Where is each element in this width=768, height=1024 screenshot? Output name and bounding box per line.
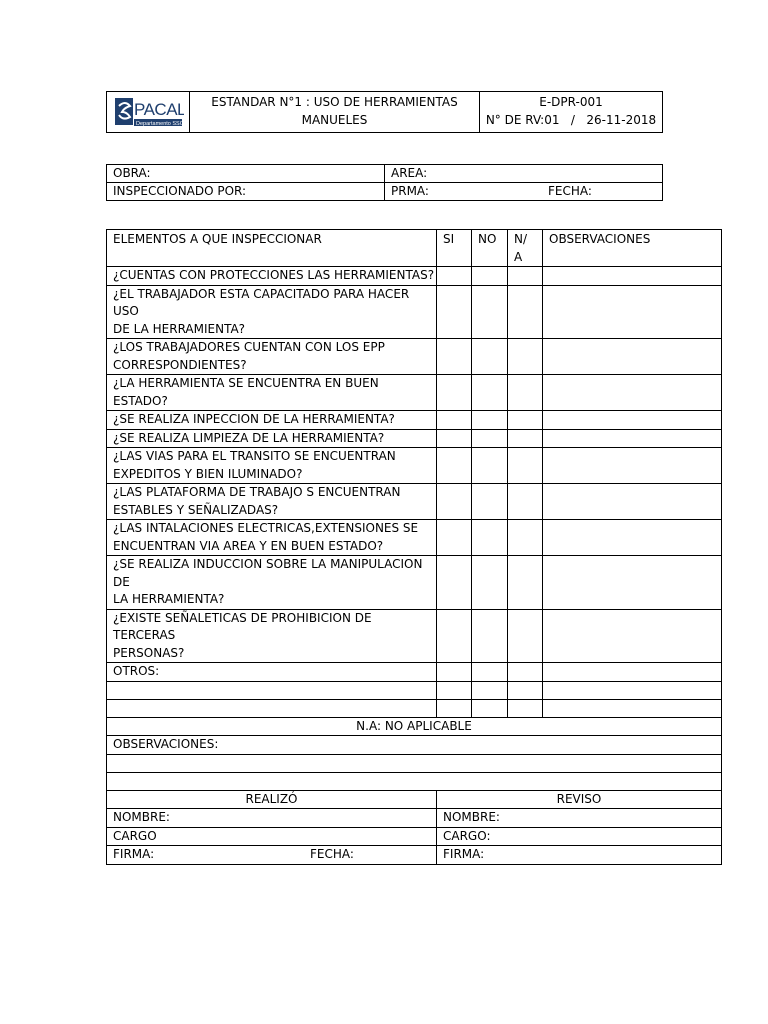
no-cell[interactable] bbox=[472, 429, 508, 448]
na-cell[interactable] bbox=[508, 520, 543, 556]
observaciones-cell[interactable] bbox=[543, 429, 722, 448]
observaciones-cell[interactable] bbox=[543, 609, 722, 663]
checklist-row bbox=[107, 375, 722, 411]
observaciones-cell[interactable] bbox=[543, 520, 722, 556]
signoff-row bbox=[107, 827, 722, 846]
checklist-item-line-1: ¿LAS VIAS PARA EL TRANSITO SE ENCUENTRAN bbox=[113, 449, 396, 463]
observaciones-cell[interactable] bbox=[543, 267, 722, 286]
na-cell[interactable] bbox=[508, 429, 543, 448]
title-line-1: ESTANDAR N°1 : USO DE HERRAMIENTAS bbox=[211, 95, 458, 109]
na-note-row bbox=[107, 717, 722, 736]
observaciones-label-row bbox=[107, 736, 722, 755]
logo-cell bbox=[107, 92, 190, 133]
checklist-row bbox=[107, 411, 722, 430]
prma-label: PRMA: bbox=[391, 184, 429, 198]
checklist-row bbox=[107, 285, 722, 339]
si-cell[interactable] bbox=[437, 285, 472, 339]
checklist-row bbox=[107, 448, 722, 484]
reviso-heading-label: REVISO bbox=[556, 791, 602, 806]
header-si: SI bbox=[437, 230, 472, 267]
observaciones-line-1-row bbox=[107, 754, 722, 772]
signoff-row bbox=[107, 809, 722, 828]
realizo-firma-field[interactable] bbox=[107, 846, 437, 865]
realizo-heading-label: REALIZÓ bbox=[245, 791, 298, 806]
si-cell[interactable] bbox=[437, 699, 472, 717]
no-cell[interactable] bbox=[472, 681, 508, 699]
no-cell[interactable] bbox=[472, 484, 508, 520]
company-logo bbox=[112, 92, 184, 132]
header-na-line-1: N/ bbox=[514, 232, 528, 246]
checklist-item-line-2: LA HERRAMIENTA? bbox=[113, 592, 225, 606]
checklist-item-line-1: ¿CUENTAS CON PROTECCIONES LAS HERRAMIENTAS? bbox=[113, 268, 435, 282]
header-observaciones: OBSERVACIONES bbox=[543, 230, 722, 267]
no-cell[interactable] bbox=[472, 285, 508, 339]
checklist-row bbox=[107, 609, 722, 663]
header-no: NO bbox=[472, 230, 508, 267]
checklist-item bbox=[107, 285, 437, 339]
area-field[interactable]: AREA: bbox=[385, 165, 663, 183]
fecha-label: FECHA: bbox=[548, 184, 592, 198]
no-cell[interactable] bbox=[472, 375, 508, 411]
reviso-firma-field[interactable] bbox=[437, 846, 722, 865]
na-cell[interactable] bbox=[508, 375, 543, 411]
checklist-item-line-1: ¿LOS TRABAJADORES CUENTAN CON LOS EPP bbox=[113, 340, 385, 354]
observaciones-line-2-row bbox=[107, 772, 722, 790]
no-cell[interactable] bbox=[472, 411, 508, 430]
checklist-item bbox=[107, 699, 437, 717]
na-cell[interactable] bbox=[508, 411, 543, 430]
checklist-row bbox=[107, 520, 722, 556]
observaciones-line-1[interactable] bbox=[107, 754, 722, 772]
checklist-row bbox=[107, 484, 722, 520]
checklist-item-line-1: ¿SE REALIZA LIMPIEZA DE LA HERRAMIENTA? bbox=[113, 430, 385, 445]
checklist-row bbox=[107, 681, 722, 699]
si-cell[interactable] bbox=[437, 484, 472, 520]
checklist-item-line-1: ¿SE REALIZA INPECCION DE LA HERRAMIENTA? bbox=[113, 412, 395, 426]
na-cell[interactable] bbox=[508, 484, 543, 520]
observaciones-cell[interactable] bbox=[543, 448, 722, 484]
checklist-item bbox=[107, 448, 437, 484]
obra-field[interactable]: OBRA: bbox=[107, 165, 385, 183]
realizo-nombre-field-label: NOMBRE: bbox=[113, 810, 170, 824]
inspection-info bbox=[106, 164, 663, 201]
reviso-heading bbox=[437, 790, 722, 809]
checklist-item bbox=[107, 609, 437, 663]
checklist-item-line-1: ¿LAS INTALACIONES ELECTRICAS,EXTENSIONES SE bbox=[113, 521, 419, 535]
inspection-checklist bbox=[106, 229, 722, 865]
checklist-header-row bbox=[107, 230, 722, 267]
si-cell[interactable] bbox=[437, 448, 472, 484]
reviso-nombre-field-label: NOMBRE: bbox=[443, 810, 500, 824]
si-cell[interactable] bbox=[437, 267, 472, 286]
logo-wordmark: PACAL bbox=[134, 100, 184, 119]
header-na bbox=[508, 230, 543, 267]
no-cell[interactable] bbox=[472, 520, 508, 556]
na-note: N.A: NO APLICABLE bbox=[107, 717, 722, 736]
checklist-row bbox=[107, 429, 722, 448]
checklist-item bbox=[107, 375, 437, 411]
document-code: E-DPR-001 bbox=[539, 95, 603, 109]
document-title bbox=[190, 92, 480, 133]
si-cell[interactable] bbox=[437, 681, 472, 699]
checklist-item bbox=[107, 339, 437, 375]
observaciones-cell[interactable] bbox=[543, 699, 722, 717]
checklist-row bbox=[107, 699, 722, 717]
na-cell[interactable] bbox=[508, 556, 543, 610]
checklist-item-line-1: ¿LA HERRAMIENTA SE ENCUENTRA EN BUEN ESTADO? bbox=[113, 376, 379, 408]
no-cell[interactable] bbox=[472, 556, 508, 610]
observaciones-cell[interactable] bbox=[543, 411, 722, 430]
observaciones-line-2[interactable] bbox=[107, 772, 722, 790]
observaciones-cell[interactable] bbox=[543, 339, 722, 375]
na-cell[interactable] bbox=[508, 448, 543, 484]
si-cell[interactable] bbox=[437, 429, 472, 448]
checklist-item bbox=[107, 681, 437, 699]
checklist-row bbox=[107, 267, 722, 286]
signoff-row bbox=[107, 846, 722, 865]
checklist-item-line-1: ¿LAS PLATAFORMA DE TRABAJO S ENCUENTRAN bbox=[113, 485, 401, 499]
checklist-item bbox=[107, 411, 437, 430]
observaciones-cell[interactable] bbox=[543, 663, 722, 682]
checklist-item-line-2: CORRESPONDIENTES? bbox=[113, 357, 247, 372]
reviso-firma-field-label: FIRMA: bbox=[443, 847, 485, 861]
na-cell[interactable] bbox=[508, 609, 543, 663]
logo-subtext: Departamento SSO bbox=[136, 121, 184, 127]
checklist-item-line-1: ¿EXISTE SEÑALETICAS DE PROHIBICION DE TERCERAS bbox=[113, 610, 372, 642]
checklist-row bbox=[107, 339, 722, 375]
inspeccionado-field[interactable]: INSPECCIONADO POR: bbox=[107, 183, 385, 201]
checklist-item bbox=[107, 484, 437, 520]
na-cell[interactable] bbox=[508, 285, 543, 339]
observaciones-cell[interactable] bbox=[543, 484, 722, 520]
si-cell[interactable] bbox=[437, 609, 472, 663]
realizo-cargo-field-label: CARGO bbox=[113, 828, 157, 843]
checklist-item bbox=[107, 556, 437, 610]
observaciones-cell[interactable] bbox=[543, 285, 722, 339]
na-cell[interactable] bbox=[508, 681, 543, 699]
prma-fecha-field[interactable] bbox=[385, 183, 663, 201]
no-cell[interactable] bbox=[472, 267, 508, 286]
no-cell[interactable] bbox=[472, 699, 508, 717]
observaciones-label: OBSERVACIONES: bbox=[107, 736, 722, 755]
reviso-cargo-field[interactable] bbox=[437, 827, 722, 846]
header-elementos: ELEMENTOS A QUE INSPECCIONAR bbox=[107, 230, 437, 267]
reviso-cargo-field-label: CARGO: bbox=[443, 828, 491, 843]
si-cell[interactable] bbox=[437, 520, 472, 556]
si-cell[interactable] bbox=[437, 411, 472, 430]
checklist-item bbox=[107, 663, 437, 682]
checklist-item-line-2: ESTABLES Y SEÑALIZADAS? bbox=[113, 502, 279, 517]
na-cell[interactable] bbox=[508, 663, 543, 682]
observaciones-cell[interactable] bbox=[543, 556, 722, 610]
na-cell[interactable] bbox=[508, 699, 543, 717]
checklist-item-line-1: ¿SE REALIZA INDUCCION SOBRE LA MANIPULACION DE bbox=[113, 557, 423, 589]
observaciones-cell[interactable] bbox=[543, 375, 722, 411]
header-na-line-2: A bbox=[514, 249, 523, 264]
no-cell[interactable] bbox=[472, 448, 508, 484]
checklist-item bbox=[107, 267, 437, 286]
checklist-item-line-2: PERSONAS? bbox=[113, 645, 185, 660]
checklist-item-line-2: EXPEDITOS Y BIEN ILUMINADO? bbox=[113, 466, 303, 481]
document-code-cell bbox=[480, 92, 663, 133]
realizo-fecha-label: FECHA: bbox=[310, 847, 354, 861]
realizo-nombre-field[interactable] bbox=[107, 809, 437, 828]
observaciones-cell[interactable] bbox=[543, 681, 722, 699]
checklist-item-line-2: DE LA HERRAMIENTA? bbox=[113, 321, 246, 336]
checklist-row bbox=[107, 663, 722, 682]
title-line-2: MANUELES bbox=[301, 112, 368, 127]
na-cell[interactable] bbox=[508, 267, 543, 286]
si-cell[interactable] bbox=[437, 556, 472, 610]
si-cell[interactable] bbox=[437, 663, 472, 682]
na-cell[interactable] bbox=[508, 339, 543, 375]
checklist-item-line-1: ¿EL TRABAJADOR ESTA CAPACITADO PARA HACER USO bbox=[113, 286, 410, 318]
realizo-heading bbox=[107, 790, 437, 809]
revision-date: N° DE RV:01 / 26-11-2018 bbox=[485, 112, 657, 127]
no-cell[interactable] bbox=[472, 609, 508, 663]
signoff-row bbox=[107, 790, 722, 809]
si-cell[interactable] bbox=[437, 339, 472, 375]
realizo-firma-field-label: FIRMA: bbox=[113, 847, 155, 861]
no-cell[interactable] bbox=[472, 663, 508, 682]
checklist-item-line-1: OTROS: bbox=[113, 664, 160, 678]
document-header bbox=[106, 91, 663, 133]
checklist-item bbox=[107, 429, 437, 448]
reviso-nombre-field[interactable] bbox=[437, 809, 722, 828]
realizo-cargo-field[interactable] bbox=[107, 827, 437, 846]
checklist-item-line-2: ENCUENTRAN VIA AREA Y EN BUEN ESTADO? bbox=[113, 538, 384, 553]
checklist-item bbox=[107, 520, 437, 556]
no-cell[interactable] bbox=[472, 339, 508, 375]
si-cell[interactable] bbox=[437, 375, 472, 411]
checklist-row bbox=[107, 556, 722, 610]
